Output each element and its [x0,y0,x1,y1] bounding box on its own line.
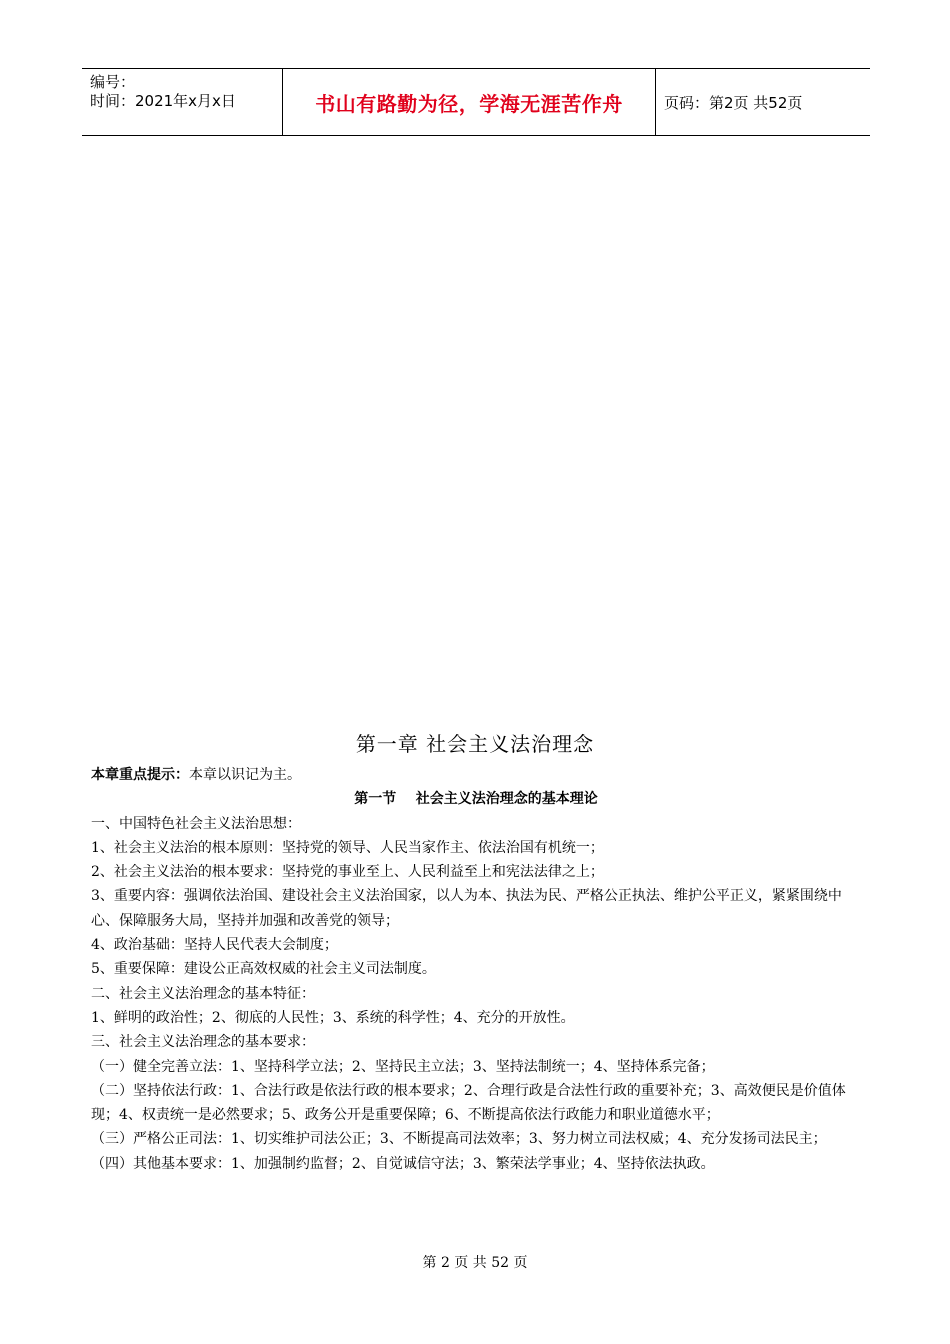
hint-text: 本章以识记为主。 [189,767,301,783]
paragraph: 3、重要内容：强调依法治国、建设社会主义法治国家，以人为本、执法为民、严格公正执法、维护公平正义，紧紧围绕中心、保障服务大局，坚持并加强和改善党的领导； [91,888,842,929]
document-body [91,763,861,1176]
hint-label: 本章重点提示： [91,767,189,783]
paragraph: （二）坚持依法行政：1、合法行政是依法行政的根本要求；2、合理行政是合法性行政的重要补充；3、高效便民是价值体现；4、权责统一是必然要求；5、政务公开是重要保障；6、不断提高依法行政能力和职业道德水平； [91,1082,846,1124]
paragraph: 1、社会主义法治的根本原则：坚持党的领导、人民当家作主、依法治国有机统一； [91,839,604,856]
paragraph: （一）健全完善立法：1、坚持科学立法；2、坚持民主立法；3、坚持法制统一；4、坚持体系完备； [91,1058,715,1075]
header-motto: 书山有路勤为径，学海无涯苦作舟 [282,69,656,135]
paragraph: 2、社会主义法治的根本要求：坚持党的事业至上、人民利益至上和宪法法律之上； [91,864,604,881]
paragraph: （四）其他基本要求：1、加强制约监督；2、自觉诚信守法；3、繁荣法学事业；4、坚持依法执政。 [91,1155,715,1172]
section-title: 第一节 社会主义法治理念的基本理论 [354,791,598,808]
paragraph: 二、社会主义法治理念的基本特征： [91,985,315,1002]
header-page-info: 页码：第2页 共52页 [664,93,803,112]
paragraph: 一、中国特色社会主义法治思想： [91,815,301,832]
paragraph: 三、社会主义法治理念的基本要求： [91,1034,315,1051]
header-meta [82,69,282,135]
paragraph: （三）严格公正司法：1、切实维护司法公正；3、不断提高司法效率；3、努力树立司法权威；4、充分发扬司法民主； [91,1131,827,1148]
page-header [82,68,870,136]
number-label: 编号： [90,73,136,91]
chapter-title: 第一章 社会主义法治理念 [355,732,595,756]
paragraph: 5、重要保障：建设公正高效权威的社会主义司法制度。 [91,961,436,978]
chapter-hint [91,763,861,787]
date-label: 时间：2021年x月x日 [90,92,236,110]
page-footer: 第 2 页 共 52 页 [422,1255,528,1271]
paragraph: 1、鲜明的政治性；2、彻底的人民性；3、系统的科学性；4、充分的开放性。 [91,1009,575,1026]
paragraph: 4、政治基础：坚持人民代表大会制度； [91,937,338,954]
